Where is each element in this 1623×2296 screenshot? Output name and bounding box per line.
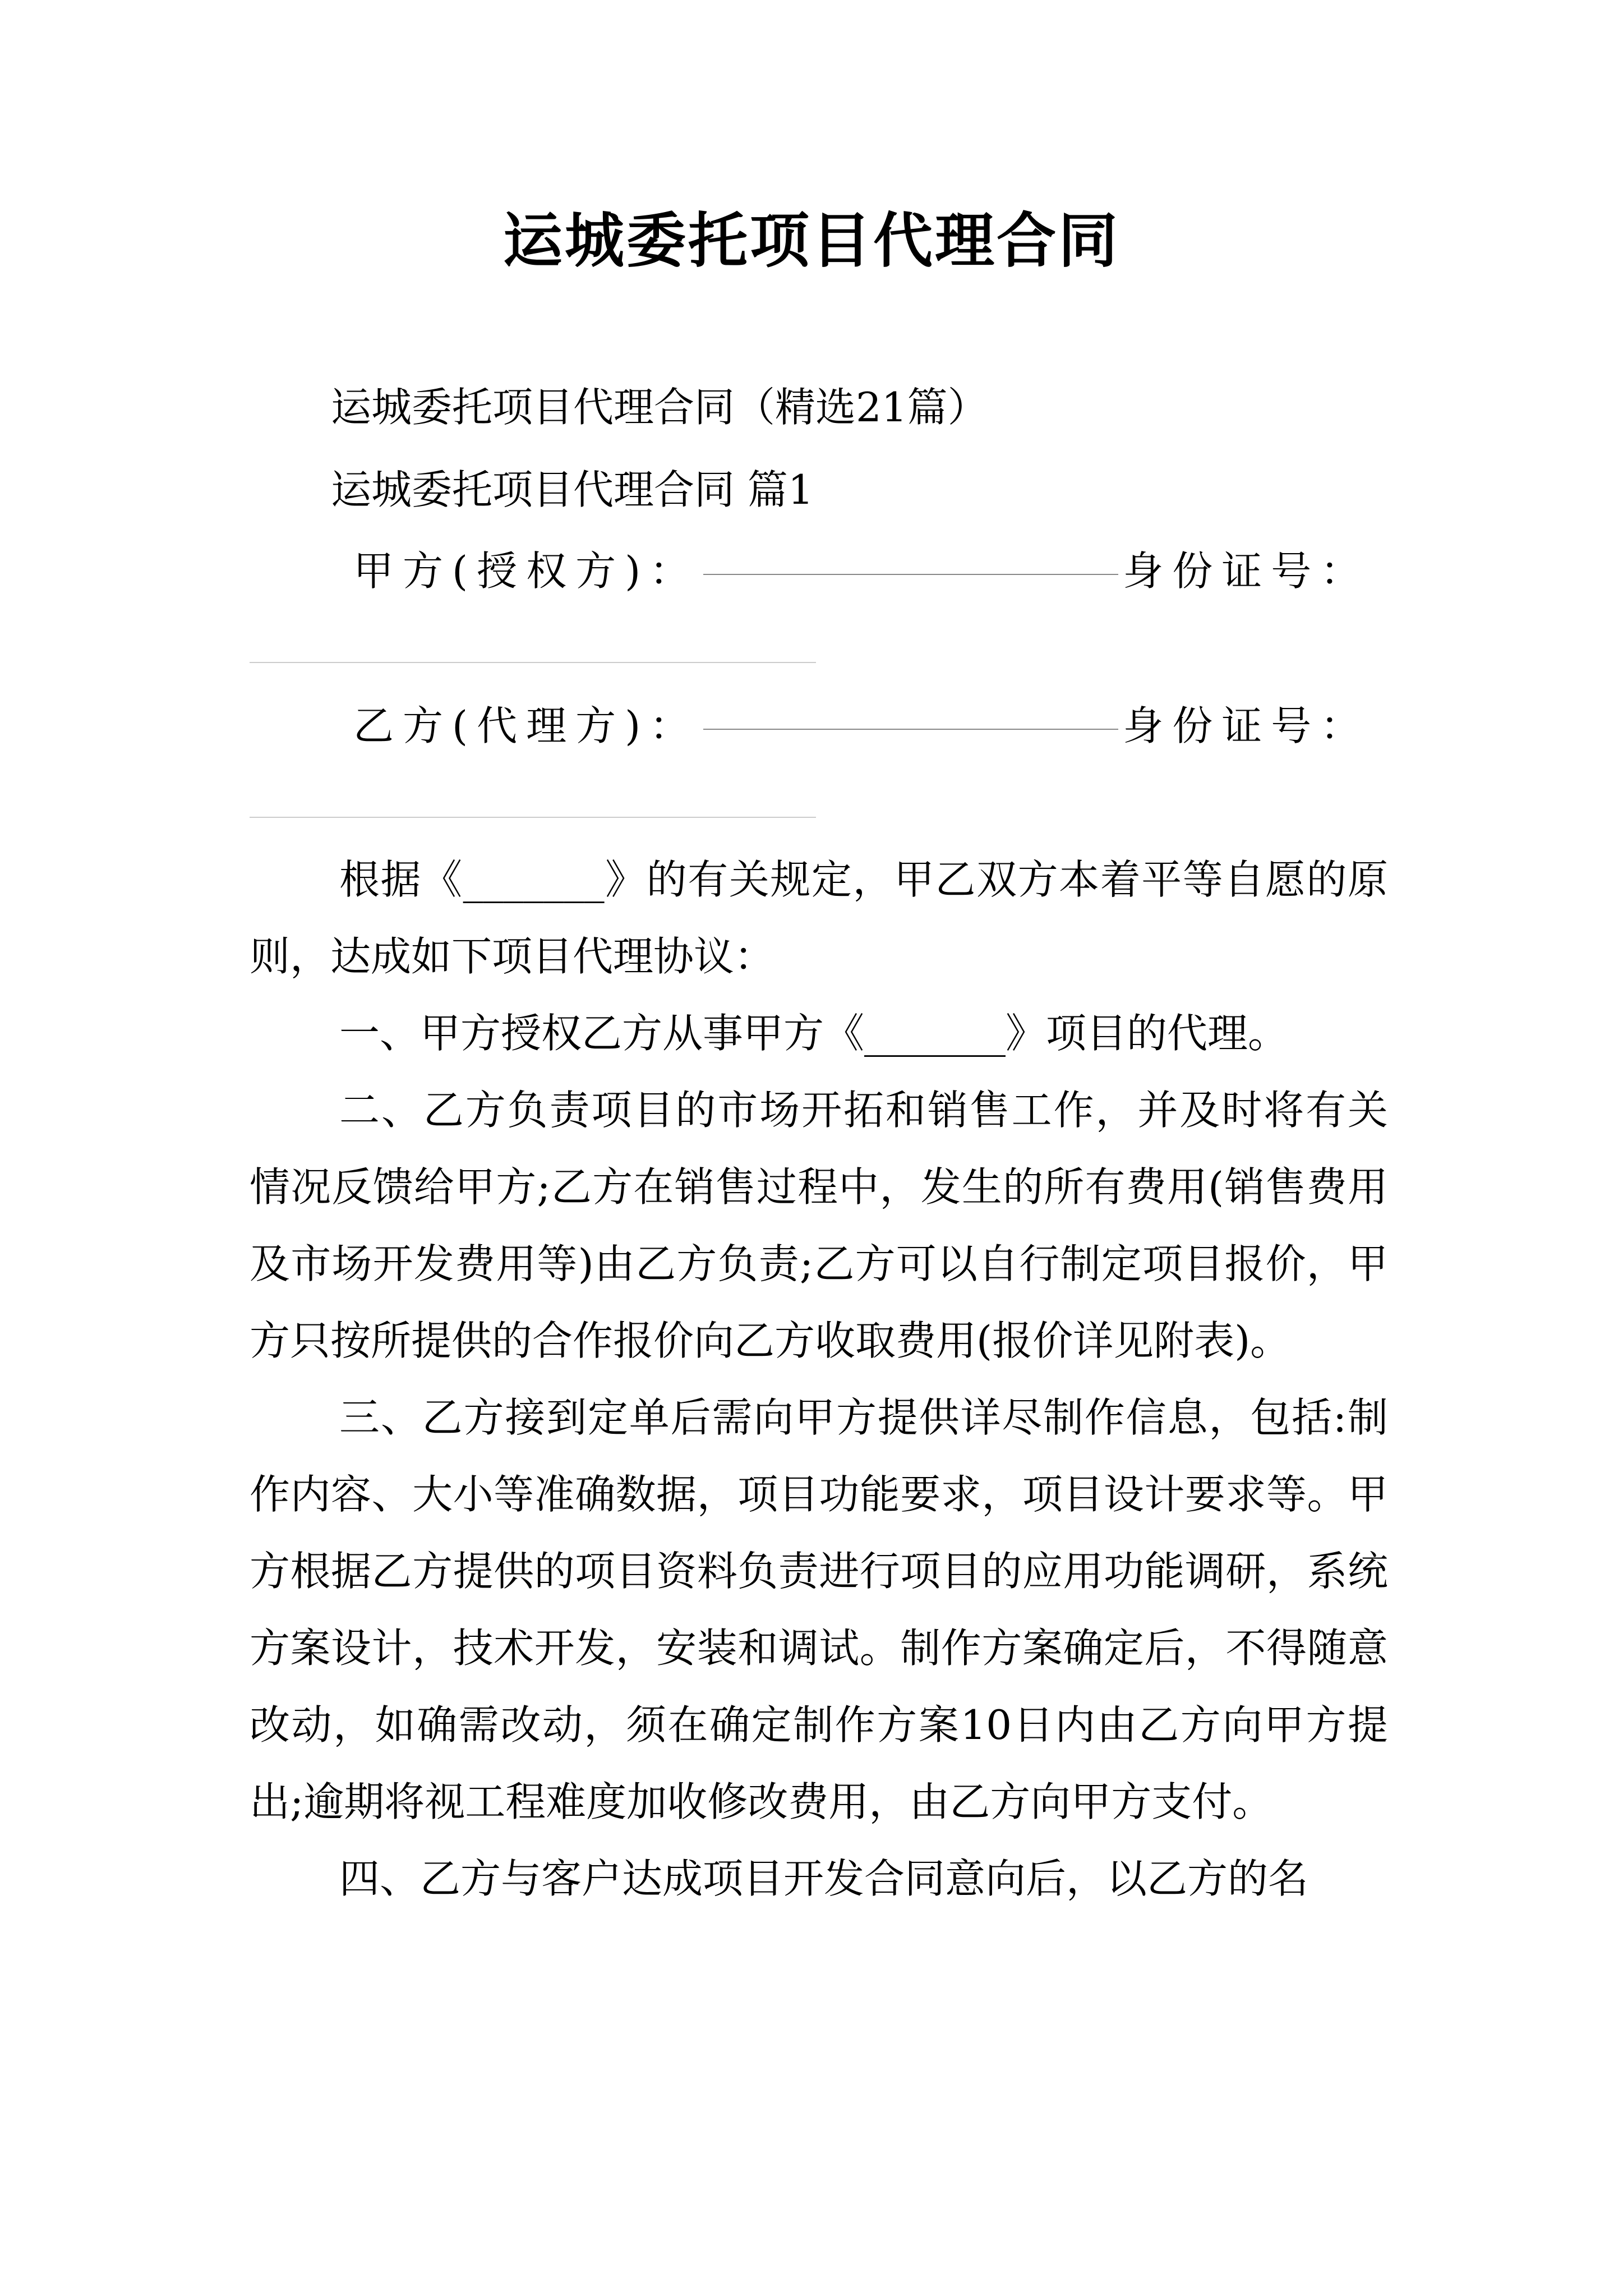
contract-body [250, 841, 1388, 1917]
paragraph-clause-4: 四、乙方与客户达成项目开发合同意向后，以乙方的名 [339, 1855, 1309, 1902]
party-a-id-label: 身份证号： [1123, 547, 1370, 595]
party-a-line [353, 543, 1370, 599]
party-b-line [353, 698, 1370, 754]
party-b-label: 乙方(代理方)： [353, 702, 699, 749]
section-heading: 运城委托项目代理合同 篇1 [331, 466, 814, 513]
party-b-id-blank [250, 817, 816, 818]
paragraph-clause-2: 二、乙方负责项目的市场开拓和销售工作，并及时将有关情况反馈给甲方;乙方在销售过程中，发生的所有费用(销售费用及市场开发费用等)由乙方负责;乙方可以自行制定项目报价，甲方只按所提供的合作报价向乙方收取费用(报价详见附表)。 [250, 1087, 1388, 1364]
document-title: 运城委托项目代理合同 [503, 206, 1120, 275]
party-a-id-blank [250, 662, 816, 663]
party-a-name-blank [703, 574, 1118, 575]
party-b-name-blank [703, 729, 1118, 730]
paragraph-clause-3: 三、乙方接到定单后需向甲方提供详尽制作信息，包括:制作内容、大小等准确数据，项目功能要求，项目设计要求等。甲方根据乙方提供的项目资料负责进行项目的应用功能调研，系统方案设计，技术开发，安装和调试。制作方案确定后，不得随意改动，如确需改动，须在确定制作方案10日内由乙方向甲方提出;逾期将视工程难度加收修改费用，由乙方向甲方支付。 [250, 1394, 1388, 1825]
document-subtitle: 运城委托项目代理合同（精选21篇） [331, 384, 988, 431]
party-b-id-label: 身份证号： [1123, 702, 1370, 749]
party-a-label: 甲方(授权方)： [353, 547, 699, 595]
paragraph-basis: 根据《_______》的有关规定，甲乙双方本着平等自愿的原则，达成如下项目代理协议： [250, 856, 1388, 980]
paragraph-clause-1: 一、甲方授权乙方从事甲方《_______》项目的代理。 [339, 1010, 1289, 1057]
